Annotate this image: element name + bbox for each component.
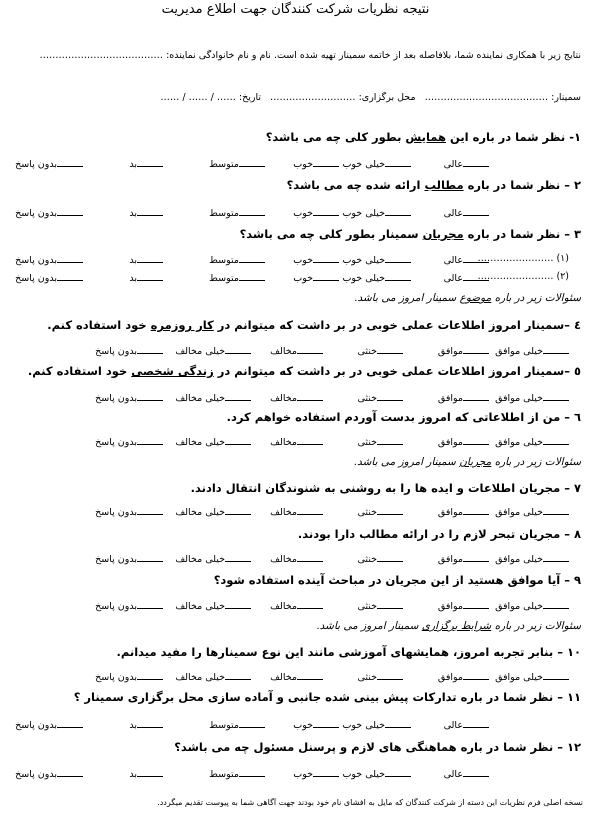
answer-blank[interactable]	[377, 505, 403, 515]
answer-blank[interactable]	[313, 253, 339, 263]
option-label: خیلی خوب	[342, 769, 385, 780]
option-label: مخالف	[270, 601, 297, 612]
option-label: خنثی	[357, 437, 377, 448]
answer-blank[interactable]	[57, 767, 83, 777]
question-1-text-b: بطور کلی چه می باشد؟	[265, 130, 406, 144]
note-2-underlined: مجریان	[459, 456, 492, 468]
option-label: خنثی	[357, 393, 377, 404]
option-rating-2[interactable]	[293, 767, 339, 780]
venue-field[interactable]: ………………………	[270, 92, 356, 103]
answer-blank[interactable]	[543, 344, 569, 354]
option-label: بدون پاسخ	[95, 393, 137, 404]
answer-blank[interactable]	[137, 505, 163, 515]
option-agree-3[interactable]	[270, 391, 323, 404]
option-agree-5[interactable]	[95, 435, 163, 448]
option-label: مخالف	[270, 393, 297, 404]
question-6-options	[10, 435, 581, 449]
option-agree-5[interactable]	[95, 344, 163, 357]
option-label: خیلی مخالف	[175, 672, 225, 683]
question-2-text-b: ارائه شده چه می باشد؟	[286, 178, 425, 192]
section-note-topic	[10, 292, 581, 304]
question-11-options	[10, 718, 581, 732]
answer-blank[interactable]	[463, 344, 489, 354]
answer-blank[interactable]	[543, 435, 569, 445]
option-label: بد	[129, 255, 137, 266]
question-4-options	[10, 344, 581, 358]
option-label: بد	[129, 720, 137, 731]
option-rating-5[interactable]	[15, 271, 83, 284]
question-4-text-b: خود استفاده کنم.	[47, 318, 151, 332]
answer-blank[interactable]	[385, 157, 411, 167]
option-label: موافق	[437, 346, 463, 357]
answer-blank[interactable]	[137, 157, 163, 167]
option-label: خیلی مخالف	[175, 601, 225, 612]
option-agree-0[interactable]	[495, 670, 569, 683]
option-agree-3[interactable]	[270, 552, 323, 565]
intro-text: نتایج زیر با همکاری نماینده شما، بلافاصله بعد از خاتمه سمینار تهیه شده است. نام و نام خانوادگی نماینده:	[166, 50, 581, 61]
question-1-underlined: همایش	[405, 130, 446, 144]
note-3-underlined: شرایط برگزاری	[421, 620, 492, 632]
option-label: متوسط	[209, 208, 239, 219]
question-3	[10, 227, 581, 241]
option-label: بدون پاسخ	[15, 208, 57, 219]
answer-blank[interactable]	[137, 271, 163, 281]
question-6: ٦ – من از اطلاعاتی که امروز بدست آوردم استفاده خواهم کرد.	[226, 410, 581, 424]
question-3-instructor-1-options	[10, 253, 581, 267]
option-rating-1[interactable]	[342, 271, 411, 284]
answer-blank[interactable]	[313, 206, 339, 216]
question-5-underlined: زندگی شخصی	[131, 364, 214, 378]
option-rating-4[interactable]	[129, 271, 163, 284]
option-label: بدون پاسخ	[95, 346, 137, 357]
option-label: بدون پاسخ	[15, 720, 57, 731]
option-rating-5[interactable]	[15, 718, 83, 731]
note-3-text-b: سمینار امروز می باشد.	[316, 620, 422, 632]
answer-blank[interactable]	[463, 718, 489, 728]
option-label: عالی	[443, 208, 463, 219]
option-agree-1[interactable]	[438, 435, 489, 448]
answer-blank[interactable]	[137, 344, 163, 354]
option-rating-1[interactable]	[342, 206, 411, 219]
answer-blank[interactable]	[239, 718, 265, 728]
option-label: موافق	[437, 393, 463, 404]
answer-blank[interactable]	[137, 718, 163, 728]
option-label: خیلی مخالف	[175, 346, 225, 357]
answer-blank[interactable]	[225, 552, 251, 562]
option-label: خنثی	[357, 554, 377, 565]
option-rating-1[interactable]	[342, 157, 411, 170]
answer-blank[interactable]	[225, 435, 251, 445]
question-8-options	[10, 552, 581, 566]
option-agree-1[interactable]	[438, 670, 489, 683]
option-label: متوسط	[209, 769, 239, 780]
option-label: خوب	[293, 769, 313, 780]
option-agree-1[interactable]	[438, 344, 489, 357]
option-label: خوب	[293, 255, 313, 266]
answer-blank[interactable]	[463, 391, 489, 401]
seminar-info-line	[10, 92, 581, 103]
answer-blank[interactable]	[313, 157, 339, 167]
question-2	[10, 178, 581, 192]
answer-blank[interactable]	[313, 718, 339, 728]
option-label: بدون پاسخ	[95, 672, 137, 683]
option-label: خوب	[293, 208, 313, 219]
option-label: عالی	[443, 273, 463, 284]
option-rating-1[interactable]	[342, 718, 411, 731]
option-label: خیلی خوب	[342, 255, 385, 266]
option-rating-2[interactable]	[293, 157, 339, 170]
answer-blank[interactable]	[297, 391, 323, 401]
option-agree-3[interactable]	[270, 599, 323, 612]
option-label: موافق	[437, 601, 463, 612]
option-agree-2[interactable]	[357, 670, 403, 683]
option-agree-5[interactable]	[95, 505, 163, 518]
option-rating-2[interactable]	[293, 206, 339, 219]
option-label: خوب	[293, 273, 313, 284]
answer-blank[interactable]	[239, 271, 265, 281]
option-agree-1[interactable]	[438, 505, 489, 518]
option-rating-1[interactable]	[342, 253, 411, 266]
answer-blank[interactable]	[57, 253, 83, 263]
option-agree-0[interactable]	[495, 344, 569, 357]
option-label: بدون پاسخ	[95, 554, 137, 565]
option-label: خیلی خوب	[342, 720, 385, 731]
option-label: خیلی مخالف	[175, 437, 225, 448]
option-agree-1[interactable]	[438, 552, 489, 565]
option-rating-3[interactable]	[209, 767, 265, 780]
answer-blank[interactable]	[377, 670, 403, 680]
answer-blank[interactable]	[463, 157, 489, 167]
option-agree-3[interactable]	[270, 435, 323, 448]
answer-blank[interactable]	[297, 435, 323, 445]
option-label: خنثی	[357, 672, 377, 683]
question-1-text-a: ۱- نظر شما در باره این	[445, 130, 581, 144]
answer-blank[interactable]	[463, 670, 489, 680]
option-label: بد	[129, 208, 137, 219]
option-rating-5[interactable]	[15, 767, 83, 780]
answer-blank[interactable]	[385, 767, 411, 777]
question-2-text-a: ۲ – نظر شما در باره	[463, 178, 581, 192]
question-11: ۱۱ – نظر شما در باره تدارکات پیش بینی شده جانبی و آماده سازی محل برگزاری سمینار ؟	[73, 690, 581, 704]
question-3-text-a: ۳ – نظر شما در باره	[463, 227, 581, 241]
option-label: خیلی موافق	[495, 507, 543, 518]
answer-blank[interactable]	[297, 505, 323, 515]
answer-blank[interactable]	[57, 718, 83, 728]
option-rating-2[interactable]	[293, 718, 339, 731]
answer-blank[interactable]	[225, 505, 251, 515]
question-5-text-b: خود استفاده کنم.	[27, 364, 132, 378]
question-4-underlined: کار روزمره	[150, 318, 214, 332]
option-label: خیلی موافق	[495, 346, 543, 357]
option-label: خیلی موافق	[495, 601, 543, 612]
instructor-label[interactable]: (۲) ……………………	[477, 271, 569, 282]
option-agree-1[interactable]	[438, 599, 489, 612]
answer-blank[interactable]	[137, 552, 163, 562]
answer-blank[interactable]	[239, 767, 265, 777]
answer-blank[interactable]	[313, 271, 339, 281]
question-3-text-b: سمینار بطور کلی چه می باشد؟	[239, 227, 423, 241]
question-5-options	[10, 391, 581, 405]
option-agree-2[interactable]	[357, 344, 403, 357]
answer-blank[interactable]	[225, 670, 251, 680]
answer-blank[interactable]	[377, 552, 403, 562]
question-1-options	[10, 157, 581, 171]
option-label: بد	[129, 769, 137, 780]
question-7: ۷ – مجریان اطلاعات و ایده ها را به روشنی به شنوندگان انتقال دادند.	[190, 481, 581, 495]
note-1-underlined: موضوع	[459, 292, 492, 304]
option-agree-1[interactable]	[438, 391, 489, 404]
option-label: متوسط	[209, 159, 239, 170]
question-2-underlined: مطالب	[424, 178, 464, 192]
answer-blank[interactable]	[137, 253, 163, 263]
answer-blank[interactable]	[137, 206, 163, 216]
option-label: بدون پاسخ	[15, 159, 57, 170]
option-rating-0[interactable]	[444, 206, 489, 219]
option-rating-3[interactable]	[209, 253, 265, 266]
option-label: مخالف	[270, 507, 297, 518]
option-label: عالی	[443, 769, 463, 780]
seminar-field[interactable]: …………………………………	[424, 92, 549, 103]
question-8: ۸ – مجریان تبحر لازم را در ارائه مطالب دارا بودند.	[297, 527, 581, 541]
option-agree-5[interactable]	[95, 552, 163, 565]
option-label: خیلی خوب	[342, 159, 385, 170]
answer-blank[interactable]	[239, 157, 265, 167]
option-agree-2[interactable]	[357, 599, 403, 612]
option-rating-0[interactable]	[444, 718, 489, 731]
option-label: خوب	[293, 159, 313, 170]
option-label: مخالف	[270, 554, 297, 565]
answer-blank[interactable]	[543, 670, 569, 680]
question-9: ۹ – آیا موافق هستید از این مجریان در مباحث آینده استفاده شود؟	[213, 573, 581, 587]
option-label: عالی	[443, 159, 463, 170]
option-agree-3[interactable]	[270, 344, 323, 357]
note-2-text-a: سئوالات زیر در باره	[491, 456, 581, 468]
option-label: خنثی	[357, 601, 377, 612]
option-agree-0[interactable]	[495, 599, 569, 612]
option-rating-5[interactable]	[15, 157, 83, 170]
option-rating-1[interactable]	[342, 767, 411, 780]
question-2-options	[10, 206, 581, 220]
option-label: بدون پاسخ	[15, 769, 57, 780]
answer-blank[interactable]	[385, 718, 411, 728]
answer-blank[interactable]	[239, 206, 265, 216]
footer-note: نسخه اصلی فرم نظریات این دسته از شرکت کنندگان که مایل به افشای نام خود بودند جهت آگاهی شما به پیوست تقدیم میگردد.	[157, 798, 583, 807]
option-label: خنثی	[357, 346, 377, 357]
answer-blank[interactable]	[137, 391, 163, 401]
option-agree-5[interactable]	[95, 391, 163, 404]
question-4-text-a: ٤ –سمینار امروز اطلاعات عملی خوبی در بر داشت که میتوانم در	[213, 318, 581, 332]
answer-blank[interactable]	[57, 206, 83, 216]
instructor-label[interactable]: (۱) ……………………	[477, 253, 569, 264]
answer-blank[interactable]	[377, 435, 403, 445]
option-rating-5[interactable]	[15, 253, 83, 266]
page-title: نتیجه نظریات شرکت کنندگان جهت اطلاع مدیریت	[161, 2, 430, 17]
option-label: عالی	[443, 720, 463, 731]
intro-line	[10, 50, 581, 61]
option-label: خیلی موافق	[495, 554, 543, 565]
answer-blank[interactable]	[225, 391, 251, 401]
date-label: تاریخ:	[238, 92, 261, 103]
answer-blank[interactable]	[463, 206, 489, 216]
option-rating-4[interactable]	[129, 253, 163, 266]
answer-blank[interactable]	[57, 157, 83, 167]
option-label: بدون پاسخ	[95, 437, 137, 448]
option-agree-4[interactable]	[175, 435, 251, 448]
option-label: خیلی خوب	[342, 273, 385, 284]
option-label: متوسط	[209, 720, 239, 731]
answer-blank[interactable]	[225, 599, 251, 609]
answer-blank[interactable]	[463, 435, 489, 445]
option-agree-4[interactable]	[175, 670, 251, 683]
question-10: ۱۰ – بنابر تجربه امروز، همایشهای آموزشی مانند این نوع سمینارها را مفید میدانم.	[116, 645, 581, 659]
option-label: بدون پاسخ	[15, 255, 57, 266]
option-label: موافق	[437, 554, 463, 565]
representative-name-field[interactable]: …………………………………	[39, 50, 164, 61]
option-rating-2[interactable]	[293, 271, 339, 284]
option-rating-4[interactable]	[129, 767, 163, 780]
option-label: خوب	[293, 720, 313, 731]
date-field[interactable]: …… / …… / ……	[160, 92, 236, 103]
option-agree-5[interactable]	[95, 599, 163, 612]
answer-blank[interactable]	[543, 391, 569, 401]
option-agree-4[interactable]	[175, 599, 251, 612]
option-label: خیلی مخالف	[175, 507, 225, 518]
answer-blank[interactable]	[543, 552, 569, 562]
question-7-options	[10, 505, 581, 519]
option-label: بد	[129, 273, 137, 284]
option-label: بدون پاسخ	[95, 601, 137, 612]
answer-blank[interactable]	[463, 552, 489, 562]
option-label: موافق	[437, 437, 463, 448]
option-agree-2[interactable]	[357, 435, 403, 448]
note-3-text-a: سئوالات زیر در باره	[491, 620, 581, 632]
section-note-conditions	[10, 620, 581, 632]
option-label: مخالف	[270, 672, 297, 683]
answer-blank[interactable]	[297, 552, 323, 562]
option-label: خیلی موافق	[495, 672, 543, 683]
option-agree-4[interactable]	[175, 391, 251, 404]
option-agree-5[interactable]	[95, 670, 163, 683]
question-5-text-a: ٥ –سمینار امروز اطلاعات عملی خوبی در بر داشت که میتوانم در	[213, 364, 581, 378]
option-rating-0[interactable]	[444, 767, 489, 780]
question-9-options	[10, 599, 581, 613]
option-label: بد	[129, 159, 137, 170]
answer-blank[interactable]	[385, 206, 411, 216]
option-label: موافق	[437, 672, 463, 683]
option-label: خیلی موافق	[495, 393, 543, 404]
answer-blank[interactable]	[137, 767, 163, 777]
answer-blank[interactable]	[463, 767, 489, 777]
option-agree-4[interactable]	[175, 344, 251, 357]
option-label: خیلی مخالف	[175, 554, 225, 565]
answer-blank[interactable]	[377, 344, 403, 354]
option-label: مخالف	[270, 346, 297, 357]
note-1-text-a: سئوالات زیر در باره	[491, 292, 581, 304]
option-label: خیلی مخالف	[175, 393, 225, 404]
answer-blank[interactable]	[137, 599, 163, 609]
option-agree-2[interactable]	[357, 505, 403, 518]
answer-blank[interactable]	[297, 599, 323, 609]
option-rating-3[interactable]	[209, 206, 265, 219]
option-rating-5[interactable]	[15, 206, 83, 219]
option-label: خیلی خوب	[342, 208, 385, 219]
answer-blank[interactable]	[239, 253, 265, 263]
seminar-label: سمینار:	[551, 92, 581, 103]
answer-blank[interactable]	[377, 391, 403, 401]
option-label: بدون پاسخ	[15, 273, 57, 284]
answer-blank[interactable]	[377, 599, 403, 609]
question-1	[10, 130, 581, 144]
option-agree-3[interactable]	[270, 505, 323, 518]
answer-blank[interactable]	[137, 435, 163, 445]
answer-blank[interactable]	[313, 767, 339, 777]
option-agree-2[interactable]	[357, 391, 403, 404]
question-3-underlined: مجریان	[422, 227, 464, 241]
option-agree-0[interactable]	[495, 552, 569, 565]
option-label: خیلی موافق	[495, 437, 543, 448]
answer-blank[interactable]	[543, 599, 569, 609]
option-label: عالی	[443, 255, 463, 266]
note-1-text-b: سمینار امروز می باشد.	[354, 292, 460, 304]
question-4	[10, 318, 581, 332]
option-agree-3[interactable]	[270, 670, 323, 683]
option-label: متوسط	[209, 273, 239, 284]
option-agree-2[interactable]	[357, 552, 403, 565]
option-rating-3[interactable]	[209, 271, 265, 284]
option-label: موافق	[437, 507, 463, 518]
question-10-options	[10, 670, 581, 684]
option-rating-4[interactable]	[129, 206, 163, 219]
answer-blank[interactable]	[225, 344, 251, 354]
question-3-instructor-2-options	[10, 271, 581, 285]
option-label: خنثی	[357, 507, 377, 518]
option-rating-4[interactable]	[129, 718, 163, 731]
option-agree-0[interactable]	[495, 505, 569, 518]
question-5	[10, 364, 581, 378]
option-rating-2[interactable]	[293, 253, 339, 266]
option-rating-0[interactable]	[444, 157, 489, 170]
option-label: بدون پاسخ	[95, 507, 137, 518]
venue-label: محل برگزاری:	[358, 92, 416, 103]
section-note-instructors	[10, 456, 581, 468]
answer-blank[interactable]	[463, 599, 489, 609]
option-label: متوسط	[209, 255, 239, 266]
option-rating-4[interactable]	[129, 157, 163, 170]
answer-blank[interactable]	[385, 253, 411, 263]
option-agree-4[interactable]	[175, 552, 251, 565]
option-agree-0[interactable]	[495, 391, 569, 404]
option-agree-4[interactable]	[175, 505, 251, 518]
answer-blank[interactable]	[463, 505, 489, 515]
option-label: مخالف	[270, 437, 297, 448]
option-agree-0[interactable]	[495, 435, 569, 448]
question-12: ۱۲ – نظر شما در باره هماهنگی های لازم و پرسنل مسئول چه می باشد؟	[174, 740, 581, 754]
option-rating-3[interactable]	[209, 157, 265, 170]
answer-blank[interactable]	[57, 271, 83, 281]
option-rating-3[interactable]	[209, 718, 265, 731]
answer-blank[interactable]	[543, 505, 569, 515]
answer-blank[interactable]	[137, 670, 163, 680]
answer-blank[interactable]	[385, 271, 411, 281]
note-2-text-b: سمینار امروز می باشد.	[353, 456, 460, 468]
question-12-options	[10, 767, 581, 781]
answer-blank[interactable]	[297, 670, 323, 680]
answer-blank[interactable]	[297, 344, 323, 354]
